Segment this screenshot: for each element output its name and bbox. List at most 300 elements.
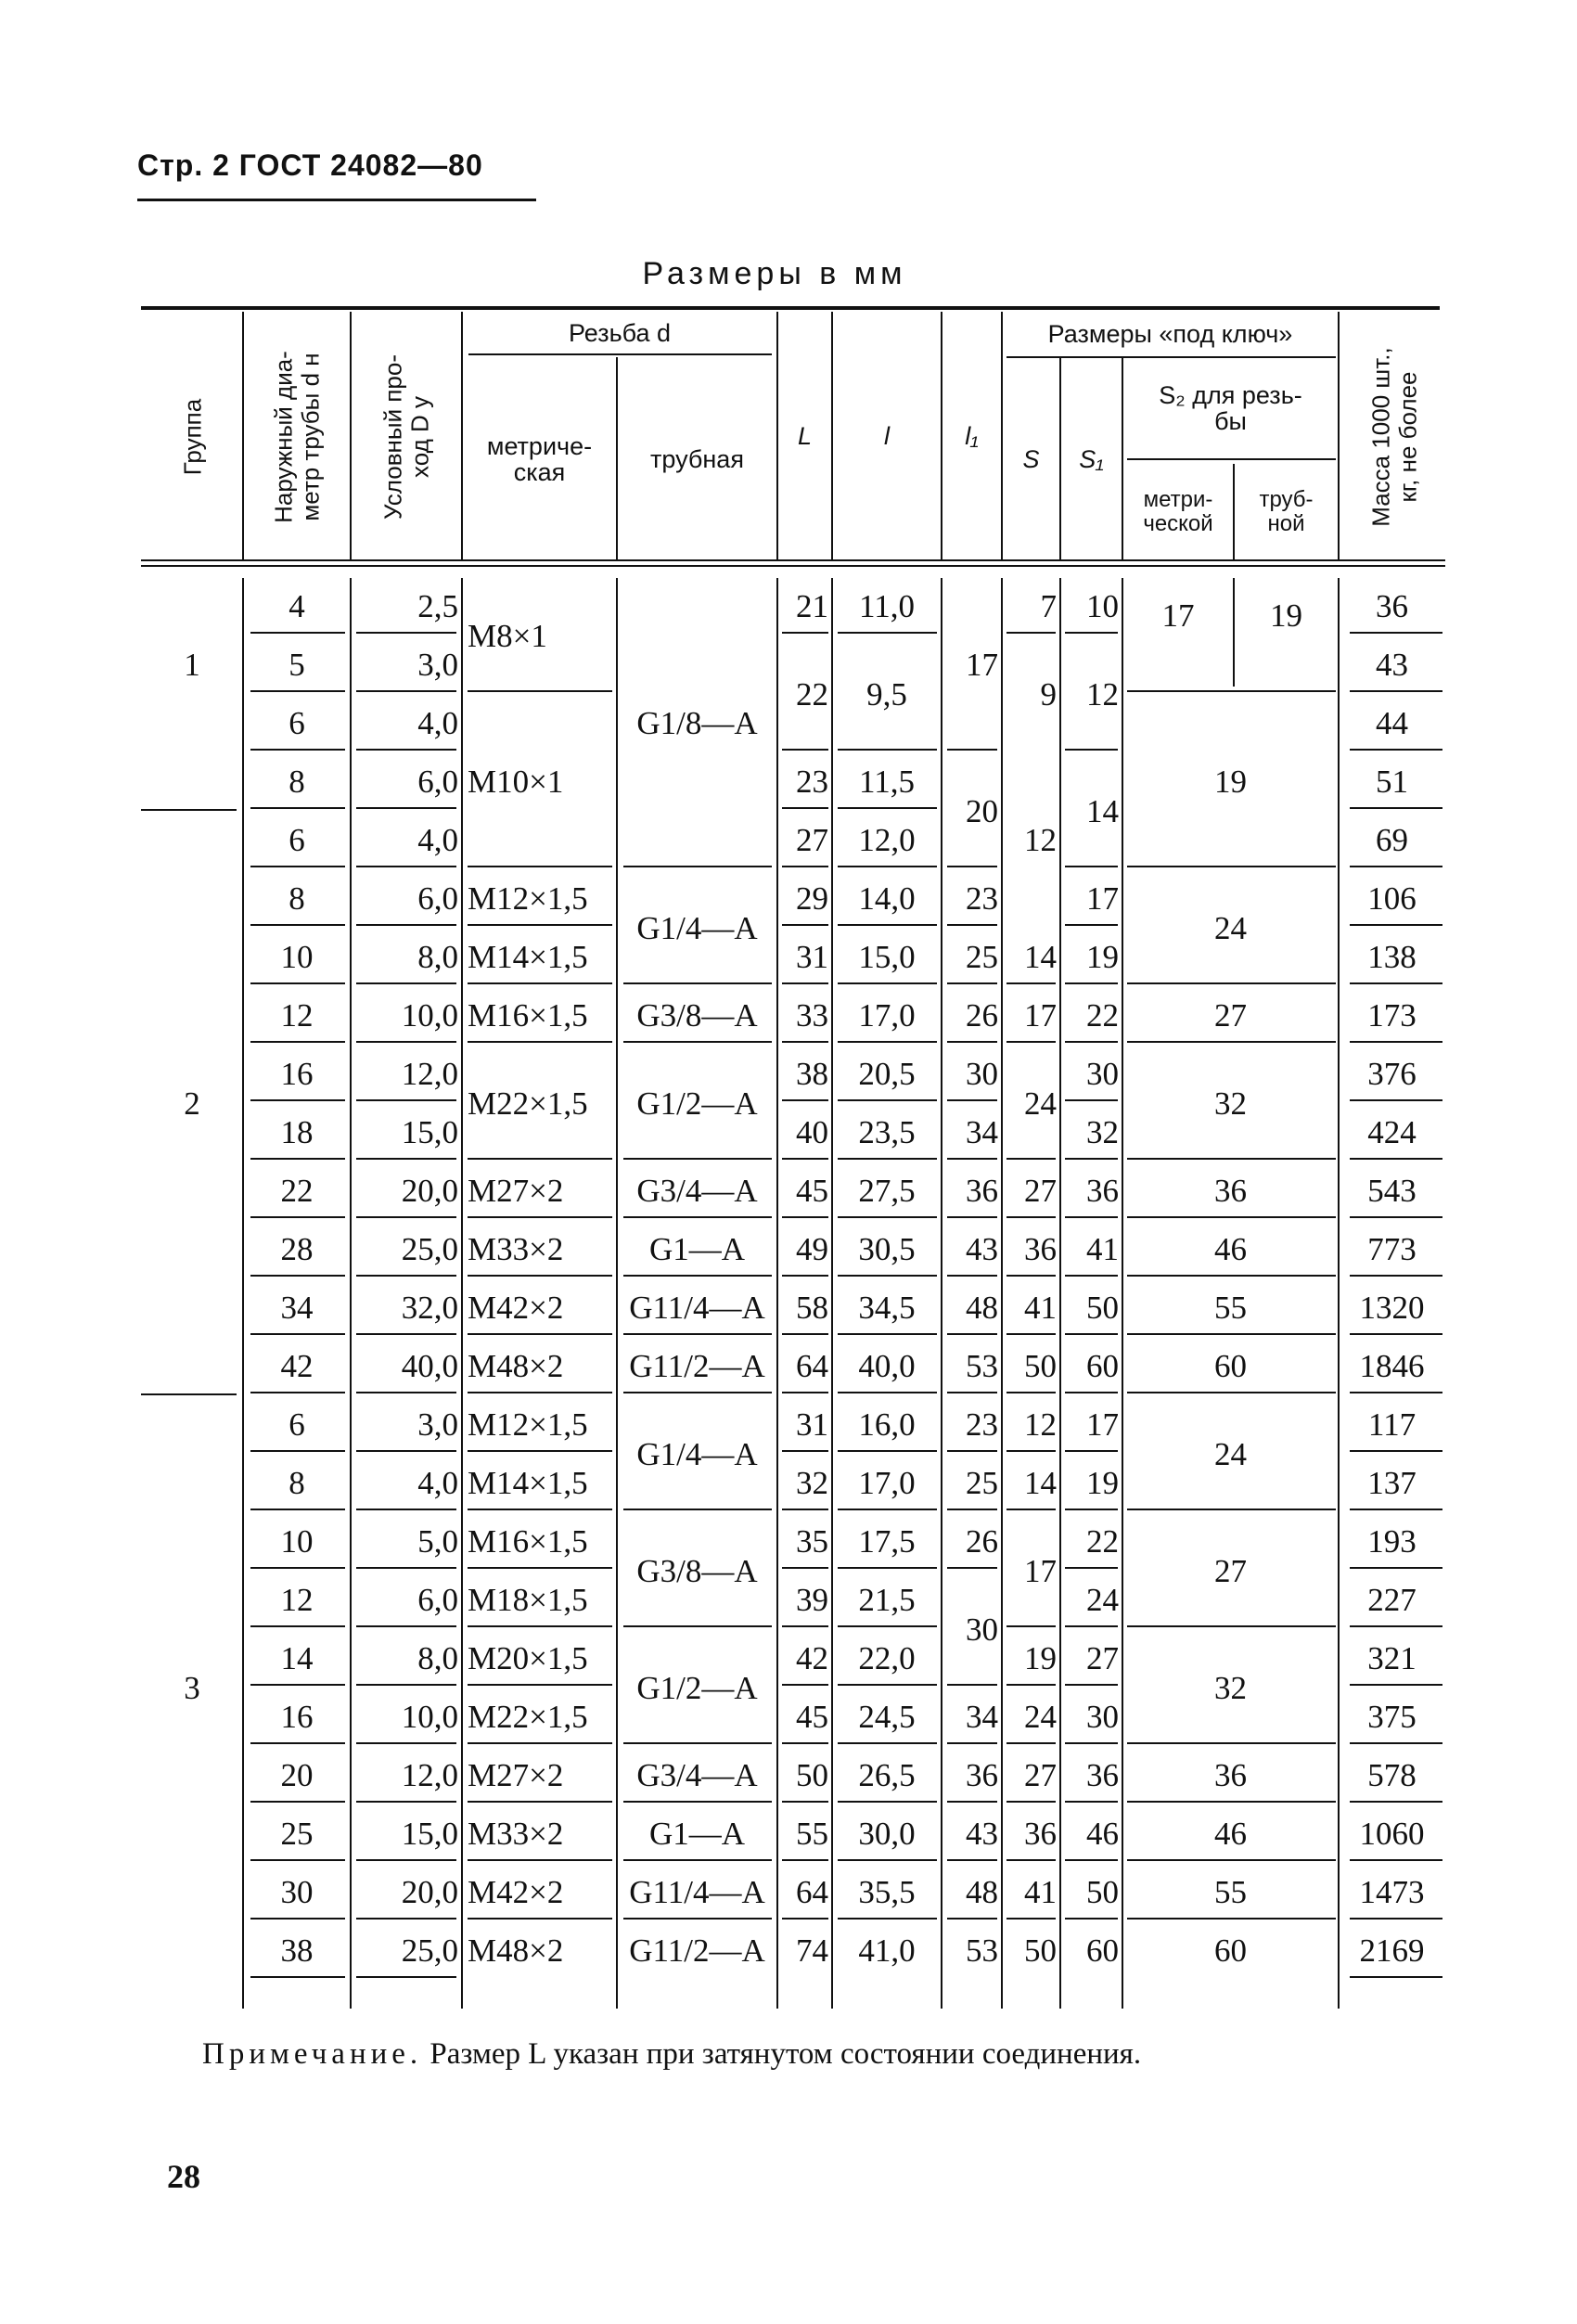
L-cell: 40 [796, 1114, 828, 1151]
outer-diameter-cell: 30 [280, 1874, 314, 1911]
nominal-bore-header-line: ход D у [405, 395, 433, 478]
l1-cell: 48 [966, 1874, 998, 1911]
row-rule [1127, 1509, 1336, 1510]
L-cell: 50 [796, 1757, 828, 1794]
row-rule [1065, 749, 1118, 751]
S1-cell: 60 [1086, 1348, 1119, 1385]
S2-metric-header-line2: ческой [1143, 510, 1213, 536]
header-bottom-rule [141, 565, 1445, 567]
l1-cell: 36 [966, 1173, 998, 1210]
row-rule [782, 982, 828, 984]
row-rule [838, 1859, 937, 1861]
nominal-bore-cell: 40,0 [401, 1348, 458, 1385]
row-rule [468, 866, 612, 867]
group-header [141, 312, 243, 561]
L-cell: 22 [796, 675, 828, 713]
row-rule [838, 866, 937, 867]
S1-cell: 10 [1086, 588, 1119, 625]
row-rule [623, 982, 772, 984]
S1-cell: 50 [1086, 1290, 1119, 1327]
metric-thread-cell: M14×1,5 [468, 1465, 588, 1502]
row-rule [838, 1275, 937, 1277]
group-label: 2 [184, 1085, 200, 1122]
row-rule [782, 1099, 828, 1101]
row-rule [838, 632, 937, 634]
row-rule [838, 1801, 937, 1803]
mass-cell: 543 [1367, 1173, 1417, 1210]
row-rule [468, 1275, 612, 1277]
row-rule [468, 924, 612, 926]
l-cell: 23,5 [858, 1114, 916, 1151]
nominal-bore-cell: 3,0 [417, 1406, 458, 1444]
pipe-thread-cell: G1/4—A [636, 1435, 758, 1472]
row-rule [782, 1450, 828, 1452]
outer-diameter-cell: 16 [280, 1056, 314, 1093]
row-rule [782, 1625, 828, 1627]
row-rule [782, 1918, 828, 1920]
S2-cell: 27 [1214, 1552, 1247, 1589]
row-rule [838, 1567, 937, 1569]
row-rule [782, 807, 828, 809]
S2-cell: 60 [1214, 1348, 1247, 1385]
row-rule [838, 1742, 937, 1744]
nominal-bore-cell: 25,0 [401, 1231, 458, 1268]
L-cell: 45 [796, 1173, 828, 1210]
outer-diameter-cell: 20 [280, 1757, 314, 1794]
row-rule [782, 1158, 828, 1160]
row-rule [1127, 1625, 1336, 1627]
mass-cell: 376 [1367, 1056, 1417, 1093]
row-rule [623, 1918, 772, 1920]
S2-cell: 24 [1214, 1435, 1247, 1472]
row-rule [947, 866, 997, 867]
pipe-thread-cell: G11/4—A [629, 1874, 765, 1911]
outer-diameter-header-line: Наружный диа- [269, 350, 298, 523]
row-rule [1065, 1450, 1118, 1452]
outer-diameter-cell: 16 [280, 1699, 314, 1736]
pipe-thread-header: трубная [650, 444, 744, 473]
row-rule [1065, 1684, 1118, 1686]
metric-thread-cell: M12×1,5 [468, 1406, 588, 1444]
mass-cell: 1320 [1359, 1290, 1425, 1327]
nominal-bore-cell: 12,0 [401, 1056, 458, 1093]
mass-cell: 44 [1376, 705, 1408, 742]
wrench-sizes-header: Размеры «под ключ» [1047, 320, 1293, 349]
row-rule [1006, 982, 1056, 984]
row-rule [1127, 1859, 1336, 1861]
outer-diameter-cell: 38 [280, 1932, 314, 1970]
nominal-bore-cell: 8,0 [417, 939, 458, 976]
outer-diameter-cell: 10 [280, 1523, 314, 1560]
pipe-thread-cell: G1/8—A [636, 705, 758, 742]
outer-diameter-cell: 18 [280, 1114, 314, 1151]
row-rule [623, 1392, 772, 1393]
S-cell: 14 [1024, 1465, 1057, 1502]
row-rule [623, 1158, 772, 1160]
row-rule [1127, 1392, 1336, 1393]
L-cell: 38 [796, 1056, 828, 1093]
metric-thread-cell: M22×1,5 [468, 1699, 588, 1736]
row-rule [947, 982, 997, 984]
l1-cell: 43 [966, 1816, 998, 1853]
outer-diameter-cell: 12 [280, 1582, 314, 1619]
pipe-thread-cell: G1/2—A [636, 1085, 758, 1122]
metric-thread-cell: M18×1,5 [468, 1582, 588, 1619]
row-rule [468, 1742, 612, 1744]
L-cell: 64 [796, 1348, 828, 1385]
metric-thread-cell: M10×1 [468, 764, 564, 801]
L-cell: 58 [796, 1290, 828, 1327]
nominal-bore-cell: 5,0 [417, 1523, 458, 1560]
row-rule [1065, 982, 1118, 984]
S-cell: 50 [1024, 1348, 1057, 1385]
row-rule [468, 1333, 612, 1335]
row-rule [468, 1216, 612, 1218]
row-rule [838, 1333, 937, 1335]
S2-pipe-cell: 19 [1270, 597, 1302, 635]
outer-diameter-cell: 42 [280, 1348, 314, 1385]
S2-cell: 46 [1214, 1816, 1247, 1853]
l-cell: 17,0 [858, 1465, 916, 1502]
l-cell: 21,5 [858, 1582, 916, 1619]
nominal-bore-cell: 32,0 [401, 1290, 458, 1327]
row-rule [947, 1684, 997, 1686]
row-rule [623, 1275, 772, 1277]
row-rule [947, 1742, 997, 1744]
metric-header-line2: ская [513, 458, 566, 486]
S-cell: 36 [1024, 1231, 1057, 1268]
S1-cell: 32 [1086, 1114, 1119, 1151]
S2-metric-header: метри- ческой [1143, 487, 1213, 536]
row-rule [1065, 1567, 1118, 1569]
row-rule [838, 1450, 937, 1452]
metric-thread-cell: M12×1,5 [468, 880, 588, 918]
l-cell: 17,0 [858, 997, 916, 1034]
S-cell: 24 [1024, 1699, 1057, 1736]
l-header: l [884, 422, 890, 451]
row-rule [1065, 1216, 1118, 1218]
outer-diameter-cell: 6 [288, 822, 305, 859]
metric-thread-cell: M16×1,5 [468, 997, 588, 1034]
l-cell: 11,5 [859, 764, 915, 801]
l1-cell: 30 [966, 1056, 998, 1093]
nominal-bore-header-line: Условный про- [378, 353, 407, 520]
row-rule [1065, 632, 1118, 634]
nominal-bore-cell: 10,0 [401, 997, 458, 1034]
row-rule [468, 1684, 612, 1686]
pipe-thread-cell: G1/4—A [636, 909, 758, 946]
S2-metric-cell: 17 [1161, 597, 1195, 635]
row-rule [782, 866, 828, 867]
mass-header [1343, 312, 1445, 561]
row-rule [1127, 866, 1336, 867]
outer-diameter-cell: 5 [288, 647, 305, 684]
nominal-bore-header [351, 312, 462, 561]
S-cell: 7 [1040, 588, 1057, 625]
row-rule [468, 1918, 612, 1920]
row-rule [1006, 1450, 1056, 1452]
mass-cell: 106 [1367, 880, 1417, 918]
l1-cell: 20 [966, 792, 998, 829]
row-rule [1006, 1216, 1056, 1218]
row-rule [468, 1625, 612, 1627]
outer-diameter-header-line: метр трубы d н [296, 352, 324, 521]
row-rule [468, 982, 612, 984]
l1-cell: 34 [966, 1699, 998, 1736]
S1-cell: 24 [1086, 1582, 1119, 1619]
l-cell: 27,5 [858, 1173, 916, 1210]
row-rule [1127, 982, 1336, 984]
row-rule [782, 1801, 828, 1803]
metric-thread-cell: M8×1 [468, 617, 547, 654]
nominal-bore-cell: 15,0 [401, 1816, 458, 1853]
mass-cell: 375 [1367, 1699, 1417, 1736]
row-rule [1006, 1684, 1056, 1686]
l1-cell: 34 [966, 1114, 998, 1151]
L-cell: 64 [796, 1874, 828, 1911]
mass-cell: 138 [1367, 939, 1417, 976]
L-cell: 31 [796, 1406, 828, 1444]
metric-thread-cell: M27×2 [468, 1757, 564, 1794]
row-rule [782, 1509, 828, 1510]
metric-thread-cell: M14×1,5 [468, 939, 588, 976]
pipe-thread-cell: G3/4—A [636, 1757, 758, 1794]
row-rule [1065, 1158, 1118, 1160]
l-cell: 12,0 [858, 822, 916, 859]
S-cell: 27 [1024, 1173, 1057, 1210]
S1-cell: 14 [1086, 792, 1119, 829]
table-top-rule [141, 306, 1440, 310]
l-cell: 41,0 [858, 1932, 916, 1970]
S1-cell: 60 [1086, 1932, 1119, 1970]
S1-cell: 17 [1086, 1406, 1119, 1444]
l-cell: 9,5 [866, 675, 907, 713]
L-cell: 42 [796, 1640, 828, 1677]
row-rule [1006, 632, 1056, 634]
metric-thread-cell: M16×1,5 [468, 1523, 588, 1560]
S-cell: 19 [1024, 1640, 1057, 1677]
l-cell: 11,0 [859, 588, 915, 625]
L-cell: 49 [796, 1231, 828, 1268]
mass-cell: 1473 [1359, 1874, 1425, 1911]
l1-cell: 43 [966, 1231, 998, 1268]
row-rule [838, 1625, 937, 1627]
table-note [202, 2037, 1455, 2072]
row-rule [468, 1509, 612, 1510]
S2-cell: 55 [1214, 1874, 1247, 1911]
S1-cell: 41 [1086, 1231, 1119, 1268]
metric-thread-cell: M27×2 [468, 1173, 564, 1210]
l-cell: 30,5 [858, 1231, 916, 1268]
row-rule [623, 866, 772, 867]
S-cell: 41 [1024, 1874, 1057, 1911]
outer-diameter-cell: 25 [280, 1816, 314, 1853]
metric-thread-cell: M48×2 [468, 1932, 564, 1970]
l-cell: 40,0 [858, 1348, 916, 1385]
row-rule [1006, 1625, 1056, 1627]
row-rule [468, 1392, 612, 1393]
row-rule [1065, 1625, 1118, 1627]
outer-diameter-header [243, 312, 351, 561]
row-rule [623, 1742, 772, 1744]
nominal-bore-cell: 20,0 [401, 1874, 458, 1911]
row-rule [1006, 1333, 1056, 1335]
row-rule [947, 1450, 997, 1452]
pipe-thread-cell: G1—A [648, 1231, 746, 1268]
S1-cell: 46 [1086, 1816, 1119, 1853]
mass-cell: 1846 [1359, 1348, 1425, 1385]
outer-diameter-cell: 6 [288, 1406, 305, 1444]
metric-thread-cell: M22×1,5 [468, 1085, 588, 1122]
S-cell: 12 [1024, 822, 1057, 859]
row-rule [838, 807, 937, 809]
mass-cell: 227 [1367, 1582, 1417, 1619]
row-rule [782, 1041, 828, 1043]
row-rule [468, 1450, 612, 1452]
row-rule [838, 1216, 937, 1218]
row-rule [838, 1509, 937, 1510]
pipe-thread-cell: G1/2—A [636, 1669, 758, 1706]
S1-cell: 30 [1086, 1056, 1119, 1093]
S2-cell: 55 [1214, 1290, 1247, 1327]
nominal-bore-cell: 8,0 [417, 1640, 458, 1677]
row-rule [1127, 1275, 1336, 1277]
pipe-thread-cell: G11/4—A [629, 1290, 765, 1327]
S1-cell: 36 [1086, 1757, 1119, 1794]
L-cell: 39 [796, 1582, 828, 1619]
row-rule [1006, 1158, 1056, 1160]
S-cell: 41 [1024, 1290, 1057, 1327]
row-rule [838, 1158, 937, 1160]
mass-header-line: кг, не более [1393, 370, 1421, 503]
L-cell: 31 [796, 939, 828, 976]
S1-cell: 36 [1086, 1173, 1119, 1210]
L-cell: 21 [796, 588, 828, 625]
L-cell: 35 [796, 1523, 828, 1560]
row-rule [468, 1801, 612, 1803]
S1-cell: 19 [1086, 939, 1119, 976]
outer-diameter-cell: 10 [280, 939, 314, 976]
S1-cell: 27 [1086, 1640, 1119, 1677]
S-cell: 17 [1024, 997, 1057, 1034]
l1-cell: 36 [966, 1757, 998, 1794]
row-rule [782, 1275, 828, 1277]
group-header-line: Группа [177, 398, 206, 475]
row-rule [623, 1041, 772, 1043]
row-rule [838, 982, 937, 984]
l1-cell: 26 [966, 1523, 998, 1560]
L-cell: 74 [796, 1932, 828, 1970]
row-rule [1006, 1041, 1056, 1043]
S2-cell: 36 [1214, 1173, 1247, 1210]
group-boundary-rule [141, 809, 237, 811]
row-rule [947, 1158, 997, 1160]
row-rule [1065, 1333, 1118, 1335]
S2-cell: 19 [1214, 764, 1247, 801]
mass-cell: 578 [1367, 1757, 1417, 1794]
L-cell: 23 [796, 764, 828, 801]
mass-cell: 137 [1367, 1465, 1417, 1502]
outer-diameter-cell: 4 [288, 588, 305, 625]
note-text: Размер L указан при затянутом состоянии соединения. [422, 2037, 1142, 2071]
row-rule [838, 1918, 937, 1920]
l1-header: l₁ [965, 422, 979, 451]
pipe-thread-cell: G11/2—A [629, 1348, 765, 1385]
S1-cell: 50 [1086, 1874, 1119, 1911]
S2-cell: 24 [1214, 909, 1247, 946]
l1-cell: 25 [966, 1465, 998, 1502]
row-rule [782, 1684, 828, 1686]
mass-cell: 51 [1376, 764, 1408, 801]
metric-thread-cell: M33×2 [468, 1231, 564, 1268]
nominal-bore-cell: 15,0 [401, 1114, 458, 1151]
outer-diameter-cell: 22 [280, 1173, 314, 1210]
nominal-bore-cell: 6,0 [417, 1582, 458, 1619]
L-cell: 55 [796, 1816, 828, 1853]
row-rule [947, 1567, 997, 1569]
row-rule [623, 1333, 772, 1335]
l1-cell: 23 [966, 880, 998, 918]
nominal-bore-cell: 25,0 [401, 1932, 458, 1970]
S2-cell: 32 [1214, 1085, 1247, 1122]
l-cell: 16,0 [858, 1406, 916, 1444]
S1-cell: 19 [1086, 1465, 1119, 1502]
row-rule [1127, 1918, 1336, 1920]
row-rule [1065, 1509, 1118, 1510]
metric-header: метриче- ская [486, 431, 593, 486]
page-header: Стр. 2 ГОСТ 24082—80 [137, 148, 483, 182]
row-rule [468, 1859, 612, 1861]
mass-cell: 193 [1367, 1523, 1417, 1560]
metric-thread-cell: M33×2 [468, 1816, 564, 1853]
metric-thread-cell: M42×2 [468, 1290, 564, 1327]
S1-cell: 12 [1086, 675, 1119, 713]
l-cell: 34,5 [858, 1290, 916, 1327]
nominal-bore-cell: 10,0 [401, 1699, 458, 1736]
row-rule [947, 1392, 997, 1393]
row-rule [1065, 1918, 1118, 1920]
L-cell: 27 [796, 822, 828, 859]
S-cell: 36 [1024, 1816, 1057, 1853]
S-cell: 17 [1024, 1552, 1057, 1589]
row-rule [1006, 1859, 1056, 1861]
S1-cell: 22 [1086, 1523, 1119, 1560]
row-rule [1065, 1392, 1118, 1393]
l-cell: 30,0 [858, 1816, 916, 1853]
row-rule [1065, 866, 1118, 867]
l1-cell: 53 [966, 1932, 998, 1970]
l1-cell: 26 [966, 997, 998, 1034]
row-rule [1065, 1742, 1118, 1744]
l1-cell: 23 [966, 1406, 998, 1444]
page-number: 28 [167, 2158, 200, 2195]
row-rule [1006, 1392, 1056, 1393]
S2-header: S₂ для резь- бы [1159, 380, 1302, 435]
S2-cell: 27 [1214, 997, 1247, 1034]
row-rule [947, 1333, 997, 1335]
S-cell: 50 [1024, 1932, 1057, 1970]
S-cell: 9 [1040, 675, 1057, 713]
S2-cell: 60 [1214, 1932, 1247, 1970]
l-cell: 24,5 [858, 1699, 916, 1736]
mass-header-line: Масса 1000 шт., [1366, 346, 1395, 527]
row-rule [947, 1918, 997, 1920]
l-cell: 26,5 [858, 1757, 916, 1794]
row-rule [782, 924, 828, 926]
pipe-thread-cell: G11/2—A [629, 1932, 765, 1970]
row-rule [1127, 1742, 1336, 1744]
row-rule [623, 1625, 772, 1627]
